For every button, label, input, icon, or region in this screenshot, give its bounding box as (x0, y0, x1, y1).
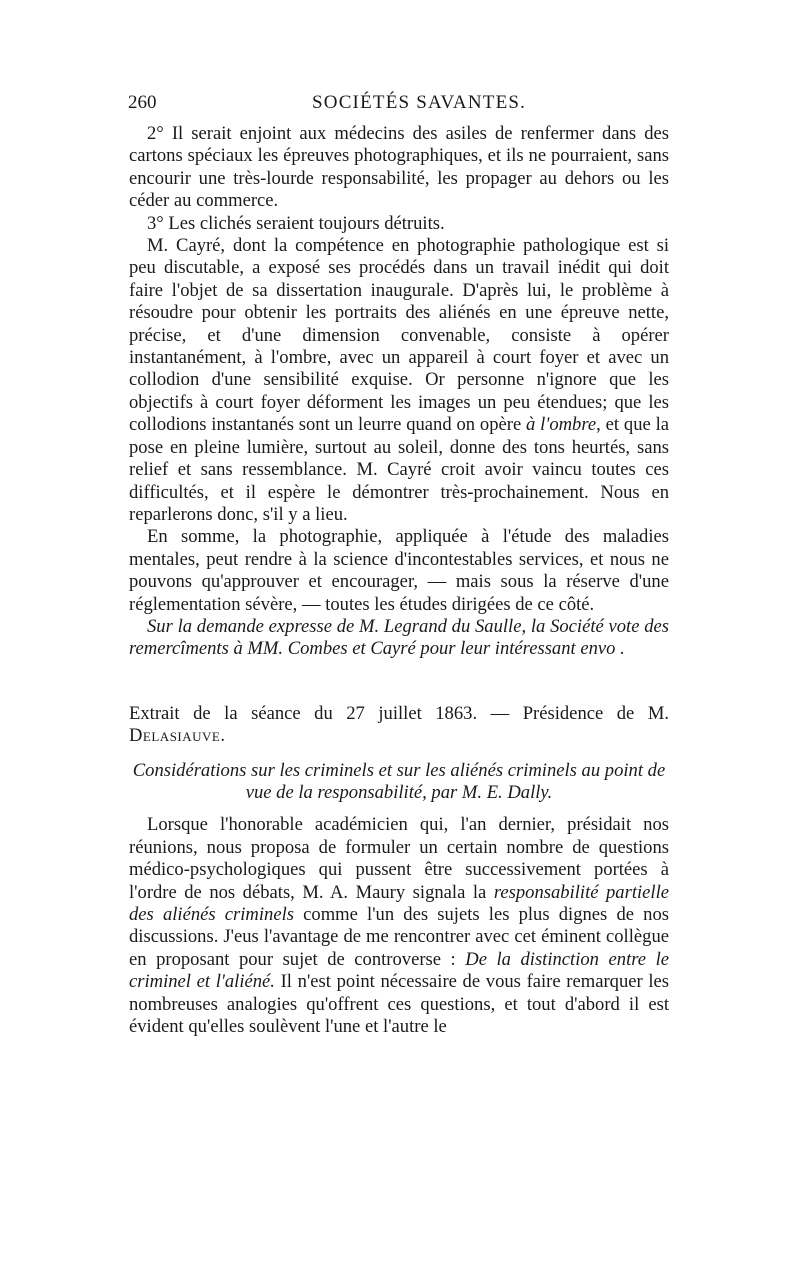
body-gap (129, 804, 669, 814)
session-president: Delasiauve. (129, 725, 226, 747)
paragraph-6 (129, 814, 669, 1038)
paragraph-3-text-a: M. Cayré, dont la compétence en photographie pathologique est si peu discutable, a exposé ses procédés dans un travail inédit qui doit faire l'objet de sa dissertation inaugurale. D'après lui, le problème à résoudre pour obtenir les portraits des aliénés en une épreuve nette, précise, et d'une dimension convenable, consiste à opérer instantanément, à l'ombre, avec un appareil à court foyer et avec un collodion d'une sensibilité exquise. Or personne n'ignore que les objectifs à court foyer déforment les images un peu étendues; que les collodions instantanés sont un leurre quand on opère (129, 235, 669, 436)
paragraph-6-text-b: comme l'un des sujets les plus dignes de nos discussions. J'eus l'avantage de me rencontrer avec cet éminent collègue en proposant pour sujet de controverse : (129, 904, 670, 970)
session-extract-line (129, 703, 669, 748)
paragraph-3 (129, 235, 669, 526)
paragraph-4: En somme, la photographie, appliquée à l'étude des maladies mentales, peut rendre à la science d'incontestables services, et nous ne pouvons qu'approuver et encourager, — mais sous la réserve d'une réglementation sévère, — toutes les études dirigées de ce côté. (129, 526, 669, 615)
page-number: 260 (128, 92, 157, 113)
paragraph-5: Sur la demande expresse de M. Legrand du Saulle, la Société vote des remercîments à MM. Combes et Cayré pour leur intéressant envo . (129, 615, 669, 660)
paragraph-1: 2° Il serait enjoint aux médecins des asiles de renfermer dans des cartons spéciaux les épreuves photographiques, et ils ne pourraient, sans encourir une très-lourde responsabilité, les propager au dehors ou les céder au commerce. (129, 123, 669, 212)
paragraph-6-text-a: Lorsque l'honorable académicien qui, l'an dernier, présidait nos réunions, nous proposa de formuler un certain nombre de questions médico-psychologiques qui pussent être successivement portées à l'ordre de nos débats, M. A. Maury signala la (129, 814, 669, 903)
session-extract-text: Extrait de la séance du 27 juillet 1863. — Présidence de M. (129, 702, 669, 724)
paragraph-6-emphasis-1: responsabilité partielle des aliénés criminels (129, 881, 669, 925)
running-title: SOCIÉTÉS SAVANTES. (312, 92, 527, 113)
page-header (128, 92, 668, 118)
paragraph-3-emphasis: à l'ombre (526, 414, 597, 436)
paragraph-6-emphasis-2: De la distinction entre le criminel et l'aliéné. (129, 948, 669, 993)
paragraph-6-text-c: Il n'est point nécessaire de vous faire remarquer les nombreuses analogies qu'offrent ces questions, et tout d'abord il est évident qu'elles soulèvent l'une et l'autre le (129, 971, 670, 1038)
section-gap (129, 661, 669, 703)
page-body (129, 123, 669, 1038)
article-title: Considérations sur les criminels et sur les aliénés criminels au point de vue de la responsabilité, par M. E. Dally. (132, 759, 666, 803)
title-gap (129, 748, 669, 760)
paragraph-2: 3° Les clichés seraient toujours détruits. (147, 212, 445, 234)
paragraph-3-text-b: , et que la pose en pleine lumière, surtout au soleil, donne des tons heurtés, sans relief et sans ressemblance. M. Cayré croit avoir vaincu toutes ces difficultés, et il espère le démontrer très-prochainement. Nous en reparlerons donc, s'il y a lieu. (129, 414, 669, 525)
